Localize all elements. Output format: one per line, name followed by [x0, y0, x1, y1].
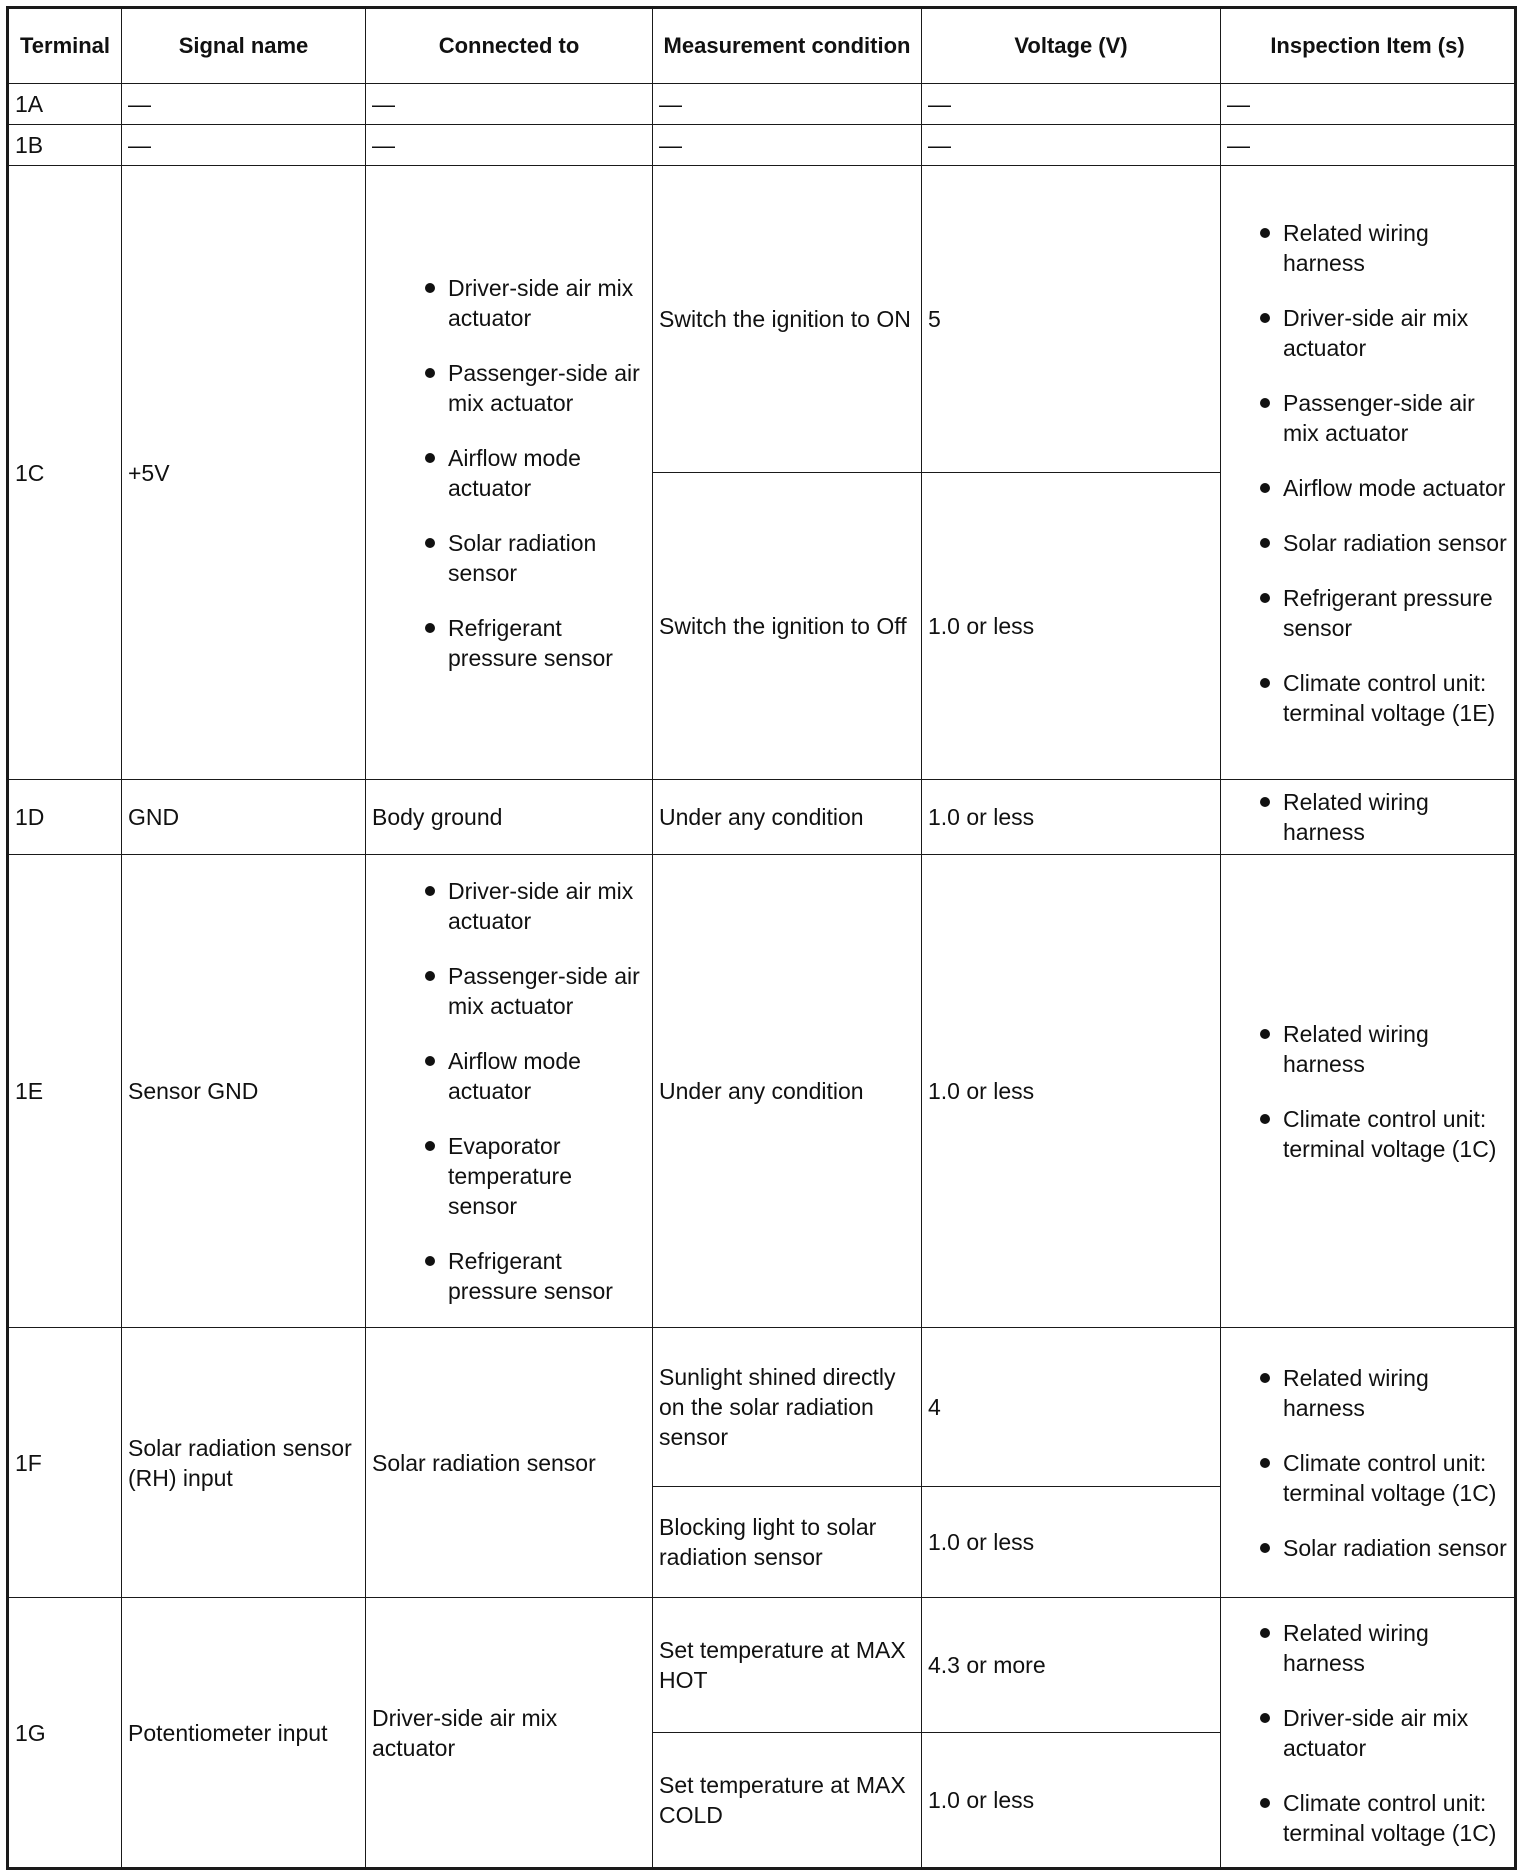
table-row	[8, 166, 1516, 473]
header-measurement-condition: Measurement condition	[653, 8, 922, 84]
terminal-cell: 1C	[8, 166, 122, 780]
signal-cell: Potentiometer input	[122, 1598, 366, 1869]
inspection-cell	[1221, 1328, 1516, 1598]
table-row	[8, 84, 1516, 125]
list-item: Climate control unit: terminal voltage (1C)	[1247, 1104, 1508, 1164]
connected-cell: Body ground	[366, 780, 653, 855]
inspection-cell	[1221, 1598, 1516, 1869]
terminal-cell: 1G	[8, 1598, 122, 1869]
list-item: Airflow mode actuator	[412, 443, 646, 503]
terminal-cell: 1B	[8, 125, 122, 166]
list-item: Related wiring harness	[1247, 1363, 1508, 1423]
signal-cell: Solar radiation sensor (RH) input	[122, 1328, 366, 1598]
condition-cell: —	[653, 125, 922, 166]
signal-cell: GND	[122, 780, 366, 855]
condition-cell: Switch the ignition to Off	[653, 473, 922, 780]
list-item: Driver-side air mix actuator	[412, 876, 646, 936]
list-item: Related wiring harness	[1247, 1019, 1508, 1079]
list-item: Driver-side air mix actuator	[1247, 1703, 1508, 1763]
inspection-cell	[1221, 855, 1516, 1328]
condition-cell: Sunlight shined directly on the solar radiation sensor	[653, 1328, 922, 1487]
voltage-cell: —	[922, 125, 1221, 166]
header-voltage: Voltage (V)	[922, 8, 1221, 84]
list-item: Solar radiation sensor	[1247, 528, 1508, 558]
condition-cell: —	[653, 84, 922, 125]
voltage-cell: 1.0 or less	[922, 780, 1221, 855]
list-item: Solar radiation sensor	[412, 528, 646, 588]
list-item: Passenger-side air mix actuator	[412, 358, 646, 418]
list-item: Related wiring harness	[1247, 1618, 1508, 1678]
condition-cell: Switch the ignition to ON	[653, 166, 922, 473]
list-item: Climate control unit: terminal voltage (1C)	[1247, 1448, 1508, 1508]
list-item: Solar radiation sensor	[1247, 1533, 1508, 1563]
list-item: Evaporator temperature sensor	[412, 1131, 646, 1221]
document	[6, 6, 1517, 1870]
connected-cell: Driver-side air mix actuator	[366, 1598, 653, 1869]
inspection-cell: —	[1221, 84, 1516, 125]
list-item: Driver-side air mix actuator	[1247, 303, 1508, 363]
list-item: Related wiring harness	[1247, 787, 1508, 847]
condition-cell: Set temperature at MAX COLD	[653, 1733, 922, 1869]
voltage-cell: 1.0 or less	[922, 1487, 1221, 1598]
table-row	[8, 125, 1516, 166]
list-item: Climate control unit: terminal voltage (1E)	[1247, 668, 1508, 728]
voltage-cell: 1.0 or less	[922, 855, 1221, 1328]
inspection-cell	[1221, 166, 1516, 780]
header-terminal: Terminal	[8, 8, 122, 84]
table-row	[8, 1328, 1516, 1487]
list-item: Passenger-side air mix actuator	[412, 961, 646, 1021]
header-row	[8, 8, 1516, 84]
list-item: Airflow mode actuator	[412, 1046, 646, 1106]
terminal-spec-table	[6, 6, 1517, 1870]
inspection-cell: —	[1221, 125, 1516, 166]
header-signal-name: Signal name	[122, 8, 366, 84]
voltage-cell: 1.0 or less	[922, 1733, 1221, 1869]
list-item: Refrigerant pressure sensor	[1247, 583, 1508, 643]
signal-cell: —	[122, 125, 366, 166]
table-row	[8, 780, 1516, 855]
voltage-cell: —	[922, 84, 1221, 125]
voltage-cell: 5	[922, 166, 1221, 473]
connected-cell	[366, 855, 653, 1328]
voltage-cell: 4.3 or more	[922, 1598, 1221, 1733]
condition-cell: Under any condition	[653, 855, 922, 1328]
table-row	[8, 1598, 1516, 1733]
inspection-cell	[1221, 780, 1516, 855]
condition-cell: Set temperature at MAX HOT	[653, 1598, 922, 1733]
list-item: Passenger-side air mix actuator	[1247, 388, 1508, 448]
condition-cell: Under any condition	[653, 780, 922, 855]
condition-cell: Blocking light to solar radiation sensor	[653, 1487, 922, 1598]
connected-cell: Solar radiation sensor	[366, 1328, 653, 1598]
signal-cell: —	[122, 84, 366, 125]
list-item: Climate control unit: terminal voltage (1C)	[1247, 1788, 1508, 1848]
voltage-cell: 1.0 or less	[922, 473, 1221, 780]
terminal-cell: 1D	[8, 780, 122, 855]
header-connected-to: Connected to	[366, 8, 653, 84]
terminal-cell: 1A	[8, 84, 122, 125]
signal-cell: Sensor GND	[122, 855, 366, 1328]
list-item: Related wiring harness	[1247, 218, 1508, 278]
list-item: Refrigerant pressure sensor	[412, 1246, 646, 1306]
signal-cell: +5V	[122, 166, 366, 780]
voltage-cell: 4	[922, 1328, 1221, 1487]
list-item: Airflow mode actuator	[1247, 473, 1508, 503]
connected-cell: —	[366, 84, 653, 125]
terminal-cell: 1F	[8, 1328, 122, 1598]
connected-cell: —	[366, 125, 653, 166]
list-item: Refrigerant pressure sensor	[412, 613, 646, 673]
header-inspection-items: Inspection Item (s)	[1221, 8, 1516, 84]
list-item: Driver-side air mix actuator	[412, 273, 646, 333]
table-row	[8, 855, 1516, 1328]
connected-cell	[366, 166, 653, 780]
terminal-cell: 1E	[8, 855, 122, 1328]
